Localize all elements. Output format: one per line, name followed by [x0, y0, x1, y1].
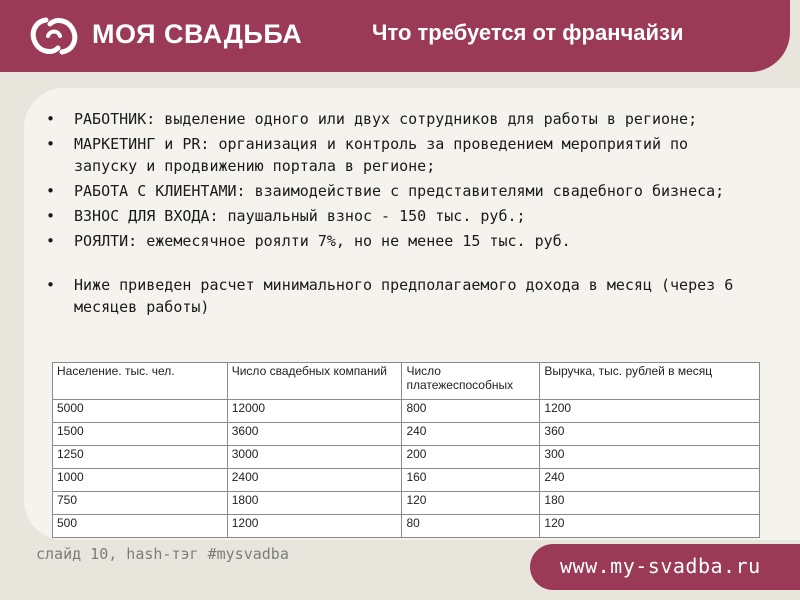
list-item-clients: • РАБОТА С КЛИЕНТАМИ: взаимодействие с представителями свадебного бизнеса;: [40, 180, 740, 202]
table-cell: 800: [402, 400, 540, 423]
table-cell: 240: [402, 423, 540, 446]
table-cell: 80: [402, 515, 540, 538]
table-cell: 1200: [540, 400, 760, 423]
table-cell: 1250: [53, 446, 228, 469]
table-row: [53, 492, 760, 515]
table-cell: 3600: [227, 423, 402, 446]
list-item-income-note: • Ниже приведен расчет минимального предполагаемого дохода в месяц (через 6 месяцев работы): [40, 274, 740, 318]
table-cell: 240: [540, 469, 760, 492]
table-cell: 200: [402, 446, 540, 469]
slide-info: слайд 10, hash-тэг #mysvadba: [36, 545, 289, 563]
table-cell: 12000: [227, 400, 402, 423]
table-row: [53, 400, 760, 423]
table-cell: 1200: [227, 515, 402, 538]
table-cell: 180: [540, 492, 760, 515]
table-cell: 300: [540, 446, 760, 469]
logo-text: МОЯ СВАДЬБА: [92, 19, 303, 49]
income-table: [52, 362, 760, 538]
list-item-worker: • РАБОТНИК: выделение одного или двух сотрудников для работы в регионе;: [40, 108, 740, 130]
table-cell: 1500: [53, 423, 228, 446]
table-row: [53, 515, 760, 538]
site-url-link[interactable]: www.my-svadba.ru: [560, 554, 761, 578]
column-header: Число свадебных компаний: [227, 363, 402, 400]
table-row: [53, 423, 760, 446]
page-title: Что требуется от франчайзи: [372, 20, 684, 45]
table-cell: 750: [53, 492, 228, 515]
list-item-royalty: • РОЯЛТИ: ежемесячное роялти 7%, но не менее 15 тыс. руб.: [40, 230, 740, 252]
list-item-entry-fee: • ВЗНОС ДЛЯ ВХОДА: паушальный взнос - 150 тыс. руб.;: [40, 205, 740, 227]
table-cell: 3000: [227, 446, 402, 469]
table-cell: 360: [540, 423, 760, 446]
table-cell: 160: [402, 469, 540, 492]
header-bar: [0, 0, 790, 72]
table-row: [53, 446, 760, 469]
table-cell: 500: [53, 515, 228, 538]
column-header: Выручка, тыс. рублей в месяц: [540, 363, 760, 400]
table-cell: 1000: [53, 469, 228, 492]
table-cell: 1800: [227, 492, 402, 515]
column-header: Число платежеспособных: [402, 363, 540, 400]
table-cell: 120: [540, 515, 760, 538]
list-item-marketing: • МАРКЕТИНГ и PR: организация и контроль за проведением мероприятий по запуску и продвижению портала в регионе;: [40, 133, 740, 177]
requirements-list: [40, 108, 740, 321]
table-cell: 120: [402, 492, 540, 515]
table-cell: 5000: [53, 400, 228, 423]
table-cell: 2400: [227, 469, 402, 492]
rings-logo-icon: [28, 10, 80, 62]
table-header-row: [53, 363, 760, 400]
footer-url-bar: [530, 544, 800, 590]
table-row: [53, 469, 760, 492]
column-header: Население. тыс. чел.: [53, 363, 228, 400]
